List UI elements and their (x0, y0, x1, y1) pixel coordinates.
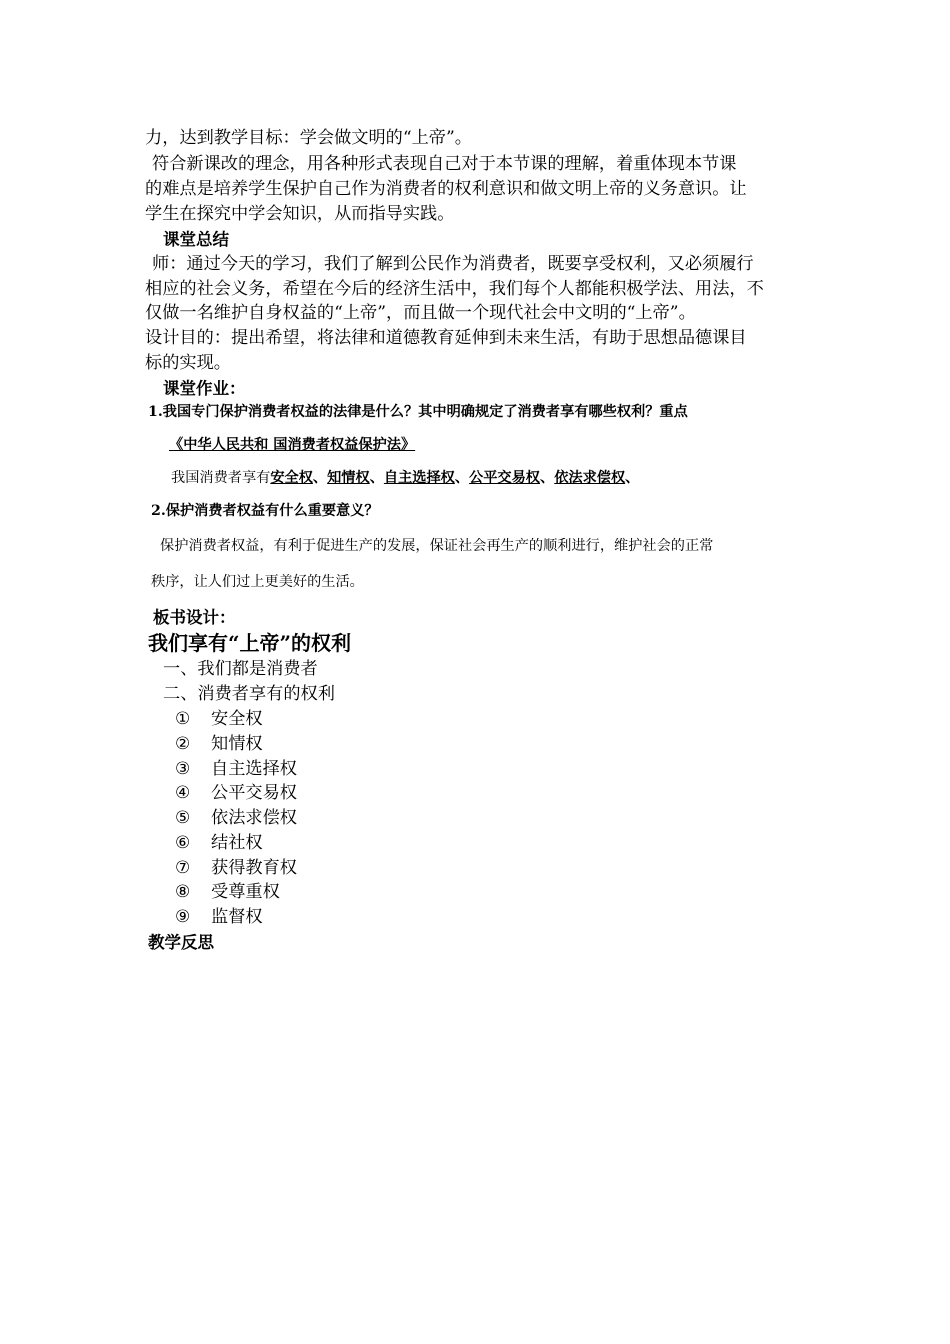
separator: 、 (312, 470, 328, 486)
separator: 、 (625, 470, 640, 486)
item-number: ① (175, 709, 191, 729)
rights-list-item (175, 902, 263, 927)
board-title: 我们享有“上帝”的权利 (148, 631, 352, 655)
rights-list-item (175, 704, 263, 729)
rights-list-item (175, 729, 263, 754)
item-number: ⑦ (175, 858, 191, 878)
summary-line: 相应的社会义务，希望在今后的经济生活中，我们每个人都能积极学法、用法，不 (145, 279, 764, 299)
item-number: ② (175, 734, 191, 754)
separator: 、 (540, 470, 555, 486)
right-term: 自主选择权 (383, 470, 455, 486)
summary-line: 师：通过今天的学习，我们了解到公民作为消费者，既要享受权利，又必须履行 (152, 254, 754, 274)
homework-heading: 课堂作业： (163, 379, 246, 398)
summary-line: 设计目的：提出希望，将法律和道德教育延伸到未来生活，有助于思想品德课目 (145, 328, 747, 348)
answer-line: 保护消费者权益，有利于促进生产的发展，保证社会再生产的顺利进行，维护社会的正常 (160, 538, 714, 554)
item-label: 知情权 (211, 734, 263, 754)
item-number: ⑨ (175, 907, 191, 927)
rights-list-item (175, 853, 297, 878)
board-heading: 板书设计： (153, 608, 236, 627)
item-number: ⑧ (175, 882, 191, 902)
item-label: 受尊重权 (211, 882, 280, 902)
homework-question-2: 2.保护消费者权益有什么重要意义？ (151, 503, 379, 519)
item-label: 获得教育权 (211, 858, 297, 878)
item-label: 公平交易权 (211, 783, 297, 803)
right-term: 公平交易权 (469, 470, 540, 486)
item-label: 依法求偿权 (211, 808, 297, 828)
answer-line: 秩序，让人们过上更美好的生活。 (151, 574, 364, 590)
homework-question-1: 1.我国专门保护消费者权益的法律是什么？其中明确规定了消费者享有哪些权利？重点 (148, 404, 688, 420)
separator: 、 (454, 470, 470, 486)
board-section-2: 二、消费者享有的权利 (163, 684, 335, 704)
intro-line: 的难点是培养学生保护自己作为消费者的权利意识和做文明上帝的义务意识。让 (145, 179, 747, 199)
item-label: 自主选择权 (211, 759, 297, 779)
rights-list-item (175, 778, 297, 803)
item-number: ③ (175, 759, 191, 779)
summary-heading: 课堂总结 (163, 230, 229, 249)
intro-line: 符合新课改的理念，用各种形式表现自己对于本节课的理解，着重体现本节课 (152, 154, 737, 174)
rights-list-item (175, 754, 297, 779)
summary-line: 标的实现。 (145, 353, 231, 373)
right-term: 依法求偿权 (554, 470, 626, 486)
rights-list-item (175, 877, 280, 902)
intro-line: 学生在探究中学会知识，从而指导实践。 (145, 204, 455, 224)
item-label: 监督权 (211, 907, 263, 927)
separator: 、 (369, 470, 384, 486)
item-number: ④ (175, 783, 191, 803)
summary-line: 仅做一名维护自身权益的“上帝”，而且做一个现代社会中文明的“上帝”。 (145, 303, 696, 323)
rights-list-item (175, 803, 297, 828)
rights-answer (171, 467, 639, 487)
intro-line: 力，达到教学目标：学会做文明的“上帝”。 (145, 128, 472, 148)
item-label: 结社权 (211, 833, 263, 853)
board-section-1: 一、我们都是消费者 (163, 659, 318, 679)
item-number: ⑥ (175, 833, 191, 853)
rights-list-item (175, 828, 263, 853)
right-term: 知情权 (327, 470, 370, 486)
item-number: ⑤ (175, 808, 191, 828)
right-term: 安全权 (270, 470, 313, 486)
item-label: 安全权 (211, 709, 263, 729)
reflection-heading: 教学反思 (148, 933, 214, 952)
rights-prefix: 我国消费者享有 (171, 470, 271, 486)
law-name: 《中华人民共和 国消费者权益保护法》 (169, 437, 416, 453)
